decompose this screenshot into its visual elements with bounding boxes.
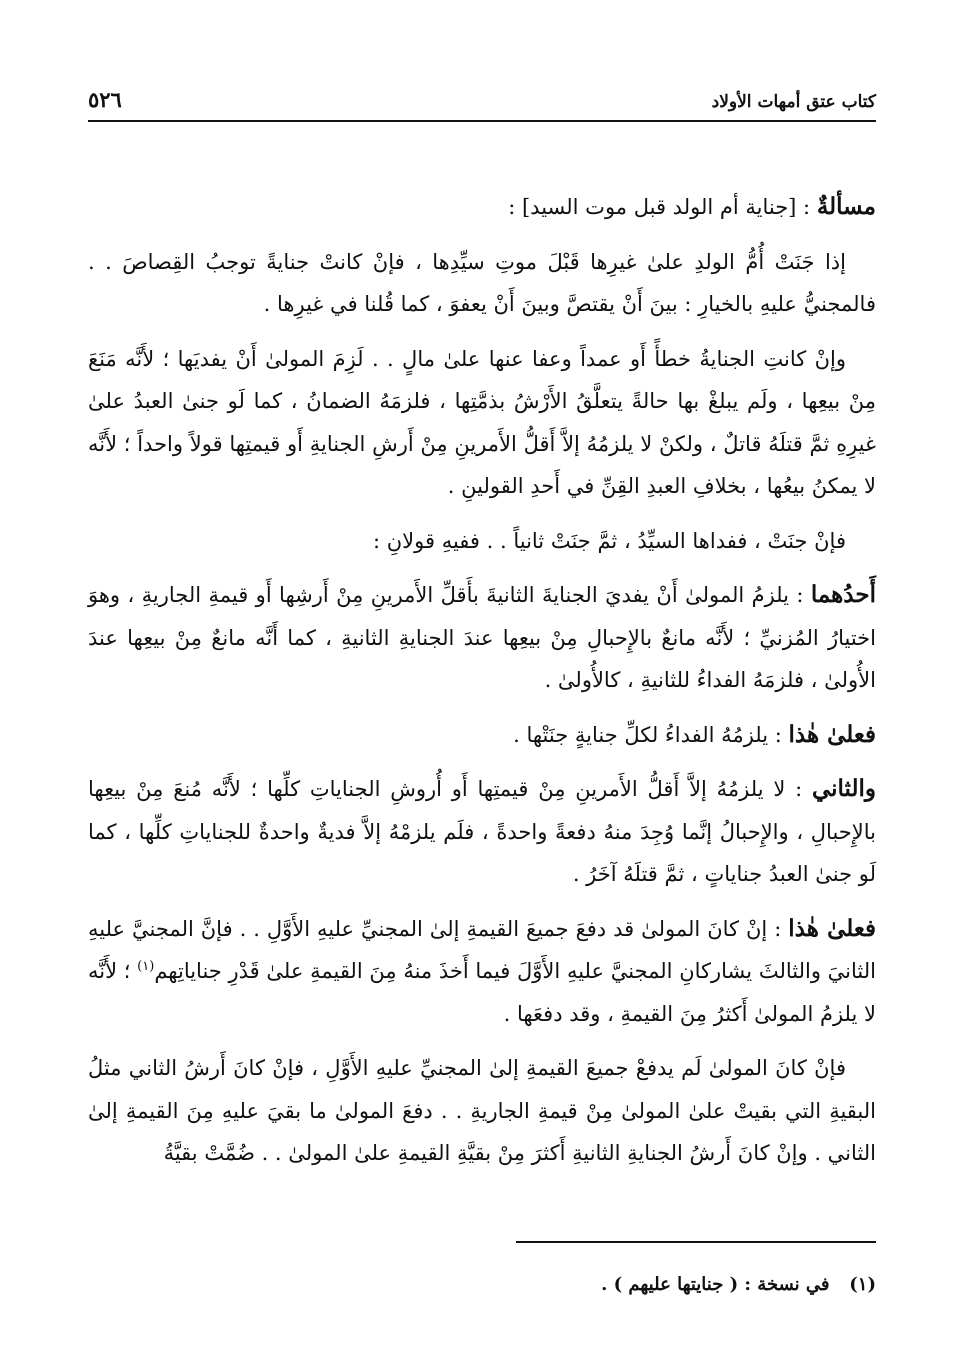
footnote-item (88, 1274, 876, 1295)
paragraph (88, 714, 876, 757)
running-title: كتاب عتق أمهات الأولاد (711, 92, 876, 112)
paragraph-lead: فعلىٰ هٰذا (788, 914, 876, 942)
footnotes (88, 1274, 876, 1295)
paragraph-text: ؛ لأَنَّه لا يلزمُ المولىٰ أَكثرُ مِنَ القيمةِ ، وقد دفعَها . (88, 959, 876, 1026)
paragraph-lead: أَحدُهما (810, 581, 876, 608)
paragraph-lead: فعلىٰ هٰذا (788, 720, 876, 748)
paragraph-text: : إنْ كانَ المولىٰ قد دفعَ جميعَ القيمةِ إلىٰ المجنيِّ عليهِ الأَوَّلِ . . فإنَّ المجنيَّ عليهِ الثانيَ والثالثَ يشاركانِ المجنيَّ عليهِ الأَوَّلَ فيما أَخذَ منهُ مِنَ القيمةِ علىٰ قَدْرِ جناياتِهم (88, 916, 876, 983)
paragraph: إذا جَنَتْ أُمُّ الولدِ علىٰ غيرِها قَبْلَ موتِ سيِّدِها ، فإنْ كانتْ جنايةً توجبُ القِصاصَ . . فالمجنيُّ عليهِ بالخيارِ : بينَ أَنْ يقتصَّ وبينَ أَنْ يعفوَ ، كما قُلنا في غيرِها . (88, 249, 876, 316)
book-page (88, 0, 876, 1367)
footnote-reference[interactable]: (١) (137, 959, 155, 974)
paragraph: وإنْ كانتِ الجنايةُ خطأً أَو عمداً وعفا عنها علىٰ مالٍ . . لَزِمَ المولىٰ أَنْ يفديَها ؛ لأَنَّه مَنَعَ مِنْ بيعِها ، ولَم يبلغْ بها حالةً يتعلَّقُ الأَرْشُ بذمَّتِها ، فلزمَهُ الضمانُ ، كما لَو جنىٰ العبدُ علىٰ غيرِهِ ثمَّ قتلَهُ قاتلٌ ، ولكنْ لا يلزمُهُ إلاَّ أَقلُّ الأَمرينِ مِنْ أَرشِ الجنايةِ أَو قيمتِها قولاً واحداً ؛ لأَنَّه لا يمكنُ بيعُها ، بخلافِ العبدِ القِنِّ في أَحدِ القولينِ . (88, 346, 876, 498)
paragraph: فإنْ كانَ المولىٰ لَم يدفعْ جميعَ القيمةِ إلىٰ المجنيِّ عليهِ الأَوَّلِ ، فإنْ كانَ أَرشُ الثاني مثلُ البقيةِ التي بقيتْ علىٰ المولىٰ مِنْ قيمةِ الجاريةِ . . دفعَ المولىٰ ما بقيَ عليهِ مِنَ القيمةِ إلىٰ الثاني . وإنْ كانَ أَرشُ الجنايةِ الثانيةِ أَكثرَ مِنْ بقيَّةِ القيمةِ علىٰ المولىٰ . . ضُمَّتْ بقيَّةُ (88, 1056, 876, 1165)
paragraph-text: : لا يلزمُهُ إلاَّ أَقلُّ الأَمرينِ مِنْ قيمتِها أَو أُروشِ الجناياتِ كلِّها ؛ لأَنَّه مُنعَ مِنْ بيعِها بالإِحبالِ ، والإِحبالُ إنَّما وُجِدَ منهُ دفعةً واحدةً ، فلَم يلزمْهُ إلاَّ فديةٌ واحدةٌ للجناياتِ كلِّها ، كما لَو جنىٰ العبدُ جناياتٍ ، ثمَّ قتلَهُ آخَرُ . (88, 777, 876, 886)
paragraph-text: : يلزمُهُ الفداءُ لكلِّ جنايةٍ جنَتْها . (513, 722, 789, 747)
paragraph-text: : يلزمُ المولىٰ أَنْ يفديَ الجنايةَ الثانيةَ بأَقلِّ الأَمرينِ مِنْ أَرشِها أَو قيمةِ الجاريةِ ، وهوَ اختيارُ المُزنيِّ ؛ لأَنَّه مانعٌ بالإِحبالِ مِنْ بيعِها عندَ الجنايةِ الثانيةِ ، كما أَنَّه مانعٌ مِنْ بيعِها عندَ الأُولىٰ ، فلزمَهُ الفداءُ للثانيةِ ، كالأُولىٰ . (88, 583, 876, 692)
page-number: ٥٢٦ (88, 87, 122, 112)
running-header (88, 82, 876, 122)
paragraph: فإنْ جنَتْ ، ففداها السيِّدُ ، ثمَّ جنَتْ ثانياً . . ففيهِ قولانِ : (372, 528, 846, 553)
issue-label: مسألةٌ (816, 193, 876, 220)
paragraph (88, 908, 876, 1036)
issue-title: : [جناية أم الولد قبل موت السيد] : (508, 195, 817, 219)
footnote-divider (516, 1241, 876, 1243)
paragraph (88, 574, 876, 702)
main-text (88, 186, 876, 1187)
issue-heading (88, 186, 876, 229)
footnote-number: (١) (849, 1274, 876, 1295)
footnote-text: في نسخة : ( جنايتها عليهم ) . (601, 1274, 830, 1295)
paragraph-lead: والثاني (811, 775, 876, 802)
paragraph (88, 768, 876, 896)
